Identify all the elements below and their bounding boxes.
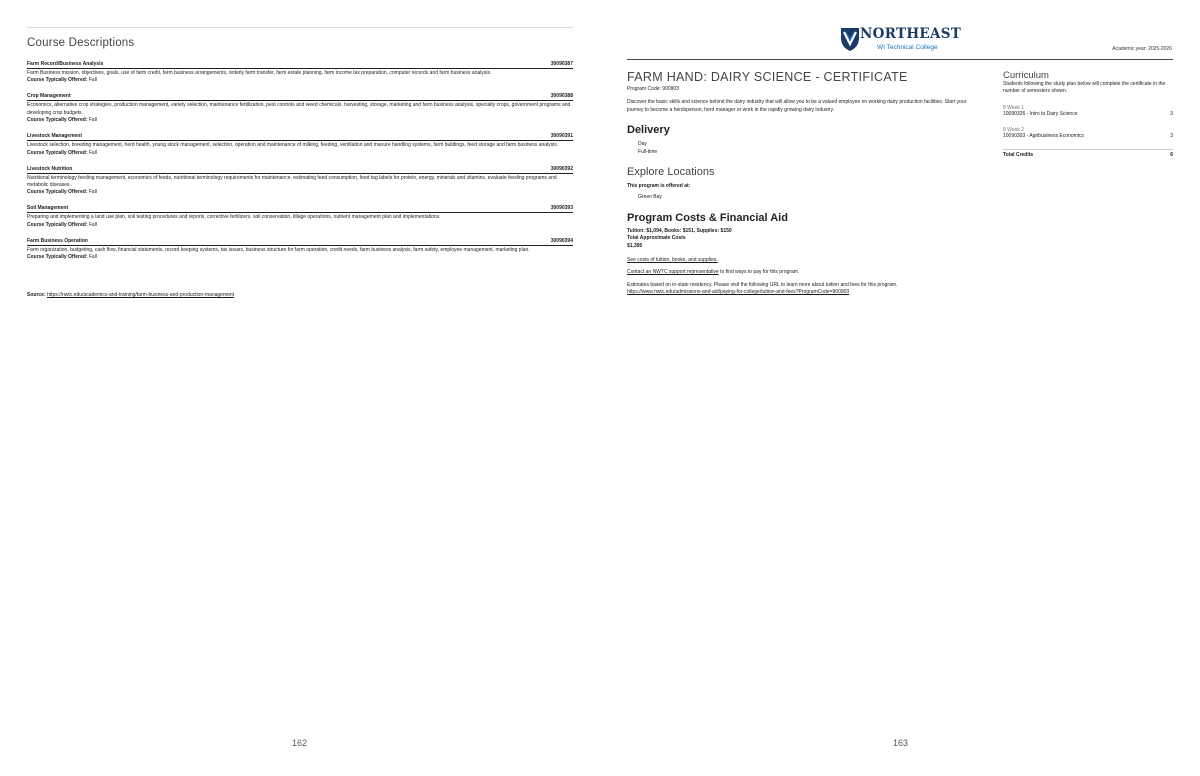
program-title: FARM HAND: DAIRY SCIENCE - CERTIFICATE [627, 70, 908, 84]
course-header [27, 166, 573, 174]
offered-at-label: This program is offered at: [627, 183, 691, 190]
college-logo [840, 26, 960, 54]
offered-term: Fall [88, 221, 97, 228]
offered-label: Course Typically Offered: [27, 189, 88, 196]
course-offered [27, 117, 573, 124]
shield-logo-icon [840, 26, 860, 52]
course-code: 30090387 [550, 61, 573, 67]
offered-label: Course Typically Offered: [27, 254, 88, 261]
course-description: Farm Business mission, objectives, goals, use of farm credit, farm business arrangements, orderly farm transfer, farm estate planning, farm income tax preparation, computer records and farm business analysis. [27, 70, 492, 76]
total-credits-value: 6 [1170, 151, 1173, 158]
course-entry [27, 238, 573, 261]
course-entry [27, 166, 573, 197]
course-code: 30090393 [550, 205, 573, 212]
logo-name: NORTHEAST [860, 26, 962, 42]
contact-line [627, 269, 982, 276]
section-title: Course Descriptions [27, 37, 135, 49]
course-offered [27, 150, 573, 157]
delivery-item: Day [638, 141, 647, 148]
course-name: Livestock Management [27, 133, 83, 140]
source-line [27, 292, 234, 298]
course-code: 30090394 [550, 237, 573, 244]
contact-text: to find ways to pay for this program. [718, 269, 800, 276]
course-header [27, 93, 573, 101]
page-number-left: 162 [292, 738, 308, 748]
location-item: Green Bay [638, 194, 662, 201]
course-name: Farm Business Operation [27, 237, 88, 244]
program-code: Program Code: 900903 [627, 86, 679, 92]
course-description: Farm organization, budgeting, cash flow, financial statements, record keeping systems, tax issues, business structure for farm operation, credit needs, farm business analysis, farm safety, employee management, marketing plan. [27, 246, 530, 253]
see-costs-link[interactable]: See costs of tuition, books, and supplies. [627, 257, 718, 264]
course-header [27, 205, 573, 213]
costs-heading: Program Costs & Financial Aid [627, 211, 788, 224]
offered-label: Course Typically Offered: [27, 77, 88, 84]
total-costs-label: Total Approximate Costs [627, 235, 686, 242]
estimates-text: Estimates based on in-state residency. Please visit the following URL to learn more about tuition and fees for this program. [627, 281, 898, 288]
delivery-list [627, 141, 982, 156]
delivery-item: Full-time [638, 148, 658, 155]
course-header [27, 133, 573, 141]
course-credits: 3 [1170, 110, 1173, 117]
course-code: 30090392 [550, 165, 573, 172]
course-name: 10090303 - Agribusiness Economics [1003, 132, 1084, 139]
course-offered [27, 189, 573, 196]
locations-heading: Explore Locations [627, 166, 715, 179]
course-name: 10090326 - Intro to Dairy Science [1003, 110, 1078, 117]
offered-term: Fall [88, 117, 97, 124]
term-label: 8 Week 1 [1003, 104, 1025, 111]
right-page [600, 0, 1200, 776]
term-label: 8 Week 2 [1003, 126, 1025, 133]
source-label: Source: [27, 292, 46, 298]
offered-term: Fall [88, 254, 97, 261]
course-description: Livestock selection, breeding management, herd health, young stock management, selection, operation and maintenance of milking, feeding, ventilation and manure handling systems, farm buildings, feed storage and farm business analysis. [27, 142, 559, 149]
cost-breakdown: Tuition: $1,094, Books: $151, Supplies: $150 [627, 227, 732, 234]
course-code: 30090391 [550, 133, 573, 140]
curriculum-course-row [1003, 111, 1173, 118]
course-offered [27, 222, 573, 229]
course-name: Soil Management [27, 205, 69, 212]
curriculum-panel [1003, 70, 1173, 158]
delivery-heading: Delivery [627, 124, 670, 137]
offered-label: Course Typically Offered: [27, 149, 88, 156]
contact-support-link[interactable]: Contact an NWTC support representative [627, 269, 719, 276]
course-entry [27, 133, 573, 156]
course-name: Crop Management [27, 93, 71, 100]
header-divider [627, 59, 1173, 60]
curriculum-intro: Students following the study plan below will complete the certificate in the number of semesters shown. [1003, 81, 1166, 95]
course-description: Preparing and implementing a land use plan, soil testing procedures and reports, corrective fertilizers. soil conservation, tillage operations, nutrient management plan and implementations. [27, 214, 441, 221]
course-list [27, 61, 573, 270]
course-offered [27, 254, 573, 261]
offered-label: Course Typically Offered: [27, 117, 88, 124]
course-offered [27, 77, 573, 84]
curriculum-title: Curriculum [1003, 70, 1049, 81]
course-entry [27, 205, 573, 228]
tuition-url-link[interactable]: https://www.nwtc.edu/admissions-and-aid/paying-for-college/tuition-and-fees?ProgramCode=900903 [627, 289, 850, 296]
course-entry [27, 61, 573, 84]
total-credits-row [1003, 149, 1173, 158]
curriculum-course-row [1003, 133, 1173, 140]
logo-subtitle: WI Technical College [877, 44, 938, 51]
source-link[interactable]: https://nwtc.edu/academics-and-training/farm-business-and-production-management [47, 292, 235, 298]
course-description: Nutritional terminology feeding management, economics of feeds, nutritional terminology requirements for maintenance, estimating feed consumption, feed tag labels for protein, energy, minerals and vitamins, evaluate feeding programs and metabolic diseases. [27, 174, 557, 189]
offered-term: Fall [88, 189, 97, 196]
academic-year: Academic year: 2025-2026 [1112, 46, 1172, 52]
offered-label: Course Typically Offered: [27, 221, 88, 228]
page-number-right: 163 [893, 738, 909, 748]
offered-term: Fall [88, 149, 97, 156]
course-name: Farm Record/Business Analysis [27, 61, 104, 67]
course-description: Economics, alternative crop strategies, production management, variety selection, maintenance fertilization, pest controls and weed chemicals, harvesting, storage, marketing and farm business analysis, specialty crops, government programs and developing crop budgets. [27, 102, 571, 116]
total-credits-label: Total Credits [1003, 151, 1034, 158]
course-credits: 3 [1170, 132, 1173, 139]
course-name: Livestock Nutrition [27, 165, 73, 172]
program-main [627, 70, 982, 297]
course-code: 30090388 [550, 93, 573, 100]
program-intro: Discover the basic skills and science behind the dairy industry that will allow you to be a valued employee on working dairy production facilities. Start your journey to become a herdsperson, herd manager or work in the rapidly growing dairy industry. [627, 99, 967, 113]
course-header [27, 238, 573, 246]
total-costs-value: $1,395 [627, 242, 643, 249]
offered-term: Fall [88, 77, 97, 84]
top-divider [27, 27, 573, 28]
course-header [27, 61, 573, 69]
course-entry [27, 93, 573, 124]
